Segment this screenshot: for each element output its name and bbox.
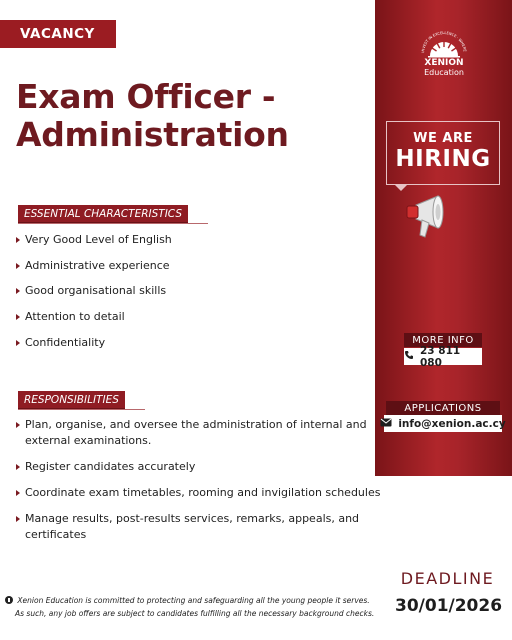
logo-arc-text: INVEST IN EXCELLENCE · WHERE	[421, 30, 467, 53]
phone-number: 23 811 080	[420, 344, 461, 369]
list-item: Very Good Level of English	[14, 232, 354, 248]
vacancy-tag: VACANCY	[0, 20, 116, 48]
safeguarding-line-2: As such, any job offers are subject to candidates fulfilling all the necessary background checks.	[15, 609, 375, 618]
list-item: Coordinate exam timetables, rooming and invigilation schedules	[14, 485, 384, 501]
safeguarding-note	[5, 594, 375, 620]
deadline-label: DEADLINE	[400, 569, 495, 588]
list-item: Manage results, post-results services, remarks, appeals, and certificates	[14, 511, 384, 543]
deadline-date: 30/01/2026	[395, 596, 503, 616]
sunrise-logo-icon	[418, 28, 470, 58]
hiring-callout	[386, 121, 500, 185]
responsibilities-heading: RESPONSIBILITIES	[18, 391, 125, 409]
logo-subtitle: Education	[424, 68, 464, 77]
hiring-line-2: HIRING	[395, 146, 491, 172]
list-item: Register candidates accurately	[14, 459, 384, 475]
logo-name: XENION	[424, 58, 464, 68]
info-icon	[5, 596, 13, 604]
list-item: Administrative experience	[14, 258, 354, 274]
hiring-line-1: WE ARE	[413, 131, 473, 146]
list-item: Good organisational skills	[14, 283, 354, 299]
email-address: info@xenion.ac.cy	[398, 417, 506, 430]
essential-characteristics-list	[14, 232, 354, 360]
essential-characteristics-heading: ESSENTIAL CHARACTERISTICS	[18, 205, 188, 223]
applications-label: APPLICATIONS	[386, 401, 500, 415]
safeguarding-line-1: Xenion Education is committed to protecting and safeguarding all the young people it serves.	[17, 596, 370, 605]
email-icon	[380, 418, 392, 430]
xenion-logo	[417, 28, 471, 86]
phone-contact[interactable]	[404, 344, 482, 369]
list-item: Plan, organise, and oversee the administration of internal and external examinations.	[14, 417, 384, 449]
responsibilities-list	[14, 417, 384, 553]
list-item: Confidentiality	[14, 335, 354, 351]
megaphone-icon	[402, 193, 450, 245]
phone-icon	[404, 350, 414, 363]
job-title-line-2: Administration	[16, 115, 289, 154]
job-title-line-1: Exam Officer -	[16, 77, 276, 116]
more-info-label: MORE INFO	[404, 333, 482, 347]
job-title	[16, 78, 366, 154]
email-contact[interactable]	[384, 415, 506, 432]
list-item: Attention to detail	[14, 309, 354, 325]
